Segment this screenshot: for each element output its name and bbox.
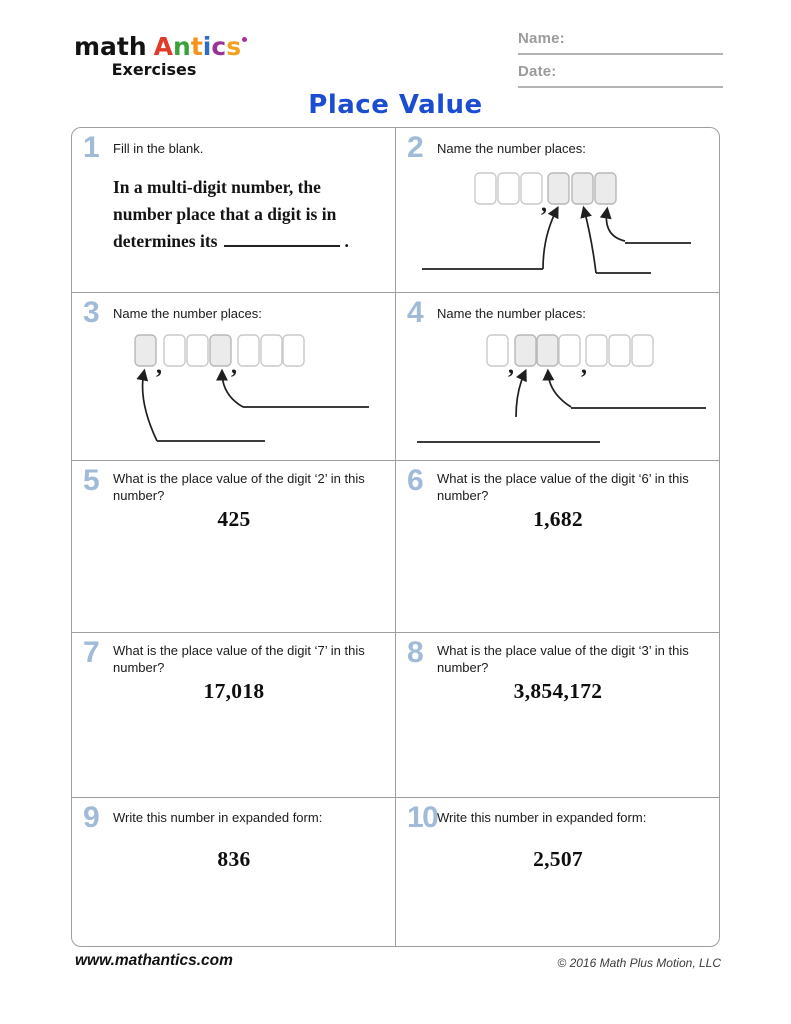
answer-blank-line [224,232,340,247]
page-title: Place Value [308,90,483,120]
logo-letter: s [226,32,242,61]
name-date-block [518,30,723,96]
problem-prompt: What is the place value of the digit ‘7’ in this number? [113,643,365,675]
sentence-text: In a multi-digit number, the number place that a digit is in determines its [113,176,337,252]
problem-7 [72,633,396,798]
problem-prompt: What is the place value of the digit ‘3’ in this number? [437,643,689,675]
problem-number: 9 [83,801,99,834]
logo-letter: i [202,32,212,61]
logo-letter: t [190,32,203,61]
number-places-figure [72,293,396,467]
number-places-figure [396,293,718,467]
problem-prompt: Name the number places: [437,306,586,321]
problem-value: 425 [217,506,251,531]
problem-1 [72,128,396,293]
date-field-line [518,63,723,88]
problem-prompt: Write this number in expanded form: [437,810,647,825]
problem-number: 6 [407,464,423,497]
problem-10 [396,798,719,946]
problem-number: 2 [407,131,423,164]
sentence-period: . [344,231,349,252]
problems-grid [71,127,720,947]
math-antics-logo [74,32,242,80]
problem-number: 1 [83,131,99,164]
problem-prompt: Fill in the blank. [113,141,204,156]
date-label: Date: [518,63,557,80]
problem-number: 3 [83,296,99,329]
problem-value: 836 [217,846,251,871]
logo-letter: c [211,32,227,61]
logo-word-math: math [74,32,147,61]
logo-letter: A [153,32,174,61]
name-label: Name: [518,30,565,47]
problem-value: 2,507 [533,846,583,871]
problem-value: 1,682 [533,506,583,531]
problem-number: 5 [83,464,99,497]
problem-number: 4 [407,296,423,329]
problem-prompt: Name the number places: [113,306,262,321]
problem-2 [396,128,719,293]
problem-8 [396,633,719,798]
copyright-notice: © 2016 Math Plus Motion, LLC [557,956,721,970]
website-url: www.mathantics.com [75,952,233,969]
problem-prompt: Name the number places: [437,141,586,156]
problem-6 [396,461,719,633]
logo-letter: n [173,32,191,61]
problem-prompt: What is the place value of the digit ‘2’ in this number? [113,471,365,503]
logo-subtitle: Exercises [111,60,197,80]
svg-text:,: , [231,353,237,379]
problem-number: 10 [407,801,438,834]
problem-prompt: Write this number in expanded form: [113,810,323,825]
registered-mark-icon [242,37,247,42]
svg-text:,: , [508,353,514,379]
problem-value: 3,854,172 [513,678,603,703]
svg-text:,: , [541,191,547,217]
fill-in-blank-sentence [113,174,383,255]
problem-value: 17,018 [203,678,265,703]
problem-3 [72,293,396,461]
svg-text:,: , [156,353,162,379]
problem-4 [396,293,719,461]
name-field-line [518,30,723,55]
problem-number: 8 [407,636,423,669]
problem-5 [72,461,396,633]
problem-9 [72,798,396,946]
problem-number: 7 [83,636,99,669]
number-places-figure [396,128,718,291]
logo-word-antics [154,32,241,61]
problem-prompt: What is the place value of the digit ‘6’ in this number? [437,471,689,503]
svg-text:,: , [581,353,587,379]
logo-wordmark [74,32,242,61]
